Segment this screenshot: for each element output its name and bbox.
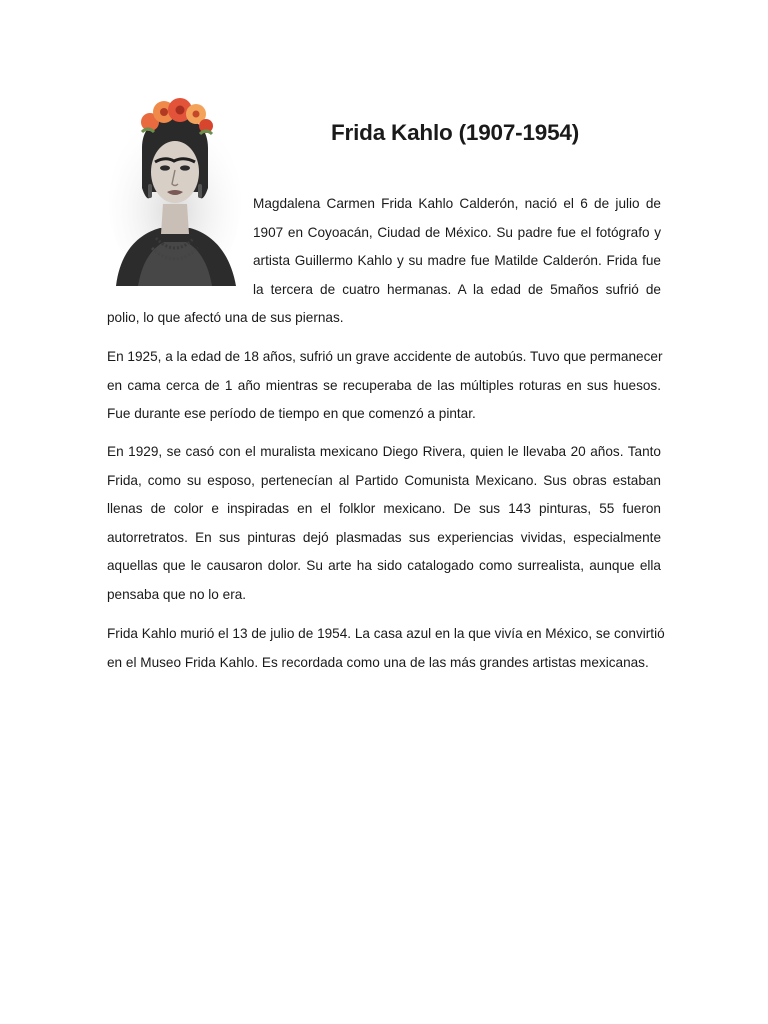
paragraph-line: Magdalena Carmen Frida Kahlo Calderón, nació el 6 de julio de	[253, 196, 661, 211]
paragraph-line: artista Guillermo Kahlo y su madre fue Matilde Calderón. Frida fue	[253, 253, 661, 269]
paragraph-2	[107, 343, 661, 429]
paragraph-line: en cama cerca de 1 año mientras se recuperaba de las múltiples roturas en sus huesos.	[107, 377, 661, 393]
paragraph-line: autorretratos. En sus pinturas dejó plasmadas sus experiencias vividas, especialmente	[107, 529, 661, 545]
paragraph-line: polio, lo que afectó una de sus piernas.	[107, 310, 344, 326]
paragraph-line: Fue durante ese período de tiempo en que comenzó a pintar.	[107, 406, 476, 422]
paragraph-line: en el Museo Frida Kahlo. Es recordada como una de las más grandes artistas mexicanas.	[107, 654, 649, 670]
paragraph-1	[107, 190, 661, 333]
paragraph-line: llenas de color e inspiradas en el folklor mexicano. De sus 143 pinturas, 55 fueron	[107, 501, 661, 517]
paragraph-line: En 1929, se casó con el muralista mexicano Diego Rivera, quien le llevaba 20 años. Tanto	[107, 444, 661, 459]
paragraph-line: 1907 en Coyoacán, Ciudad de México. Su padre fue el fotógrafo y	[253, 224, 661, 240]
paragraph-line: aquellas que le causaron dolor. Su arte ha sido catalogado como surrealista, aunque ella	[107, 558, 661, 574]
paragraph-3	[107, 438, 661, 610]
paragraph-line: pensaba que no lo era.	[107, 586, 247, 602]
document-title: Frida Kahlo (1907-1954)	[331, 120, 579, 145]
paragraph-4	[107, 620, 665, 677]
paragraph-line: Frida, como su esposo, pertenecían al Partido Comunista Mexicano. Sus obras estaban	[107, 472, 661, 488]
paragraph-line: Frida Kahlo murió el 13 de julio de 1954. La casa azul en la que vivía en México, se convirtió	[107, 626, 665, 641]
paragraph-line: En 1925, a la edad de 18 años, sufrió un grave accidente de autobús. Tuvo que permanecer	[107, 349, 663, 364]
paragraph-line: la tercera de cuatro hermanas. A la edad de 5maños sufrió de	[253, 281, 661, 297]
